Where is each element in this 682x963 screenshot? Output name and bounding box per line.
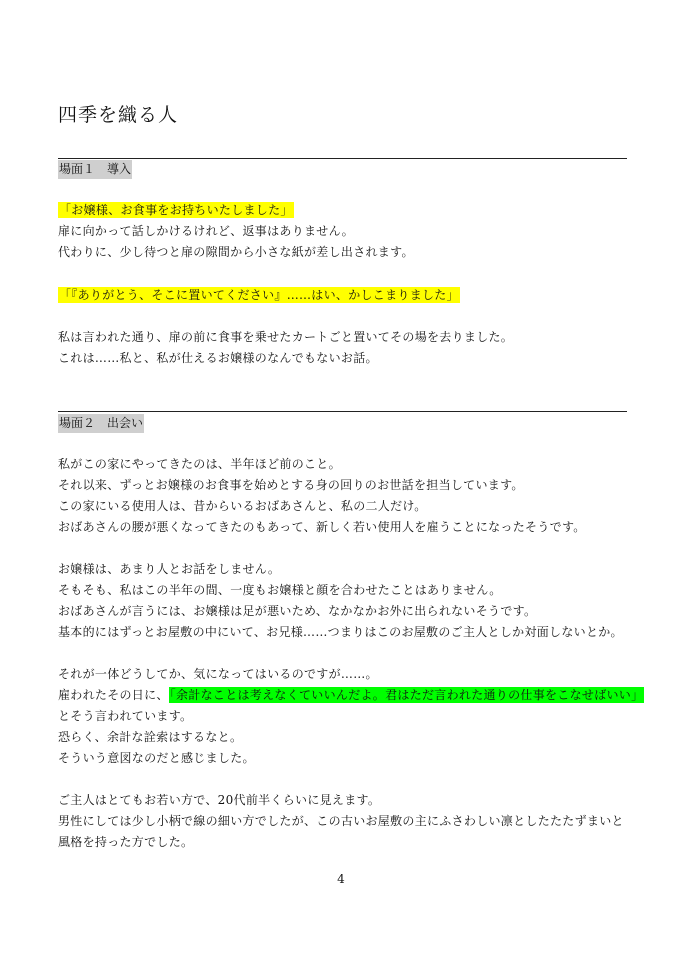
scene2-p4-line-1: ご主人はとてもお若い方で、20代前半くらいに見えます。 <box>58 793 381 807</box>
scene2-p2-line-3: おばあさんが言うには、お嬢様は足が悪いため、なかなかお外に出られないそうです。 <box>58 604 537 618</box>
scene2-p3-line-1: それが一体どうしてか、気になってはいるのですが……。 <box>58 667 378 681</box>
scene2-p2-line-2: そもそも、私はこの半年の間、一度もお嬢様と顔を合わせたことはありません。 <box>58 583 502 597</box>
page-number: 4 <box>337 872 345 886</box>
scene2-p4-line-2: 男性にしては少し小柄で線の細い方でしたが、この古いお屋敷の主にふさわしい凛としたたたずまいと <box>58 814 624 828</box>
scene1-line-3: 私は言われた通り、扉の前に食事を乗せたカートごと置いてその場を去りました。 <box>58 330 514 344</box>
scene2-p1-line-1: 私がこの家にやってきたのは、半年ほど前のこと。 <box>58 457 341 471</box>
scene1-line-4: これは……私と、私が仕えるお嬢様のなんでもないお話。 <box>58 351 378 365</box>
scene2-p3-line-4: 恐らく、余計な詮索はするなと。 <box>58 730 243 744</box>
section-rule-2 <box>58 411 627 412</box>
scene2-p3-line-2 <box>58 687 644 704</box>
scene2-p2-line-4: 基本的にはずっとお屋敷の中にいて、お兄様……つまりはこのお屋敷のご主人としか対面しないとか。 <box>58 625 623 639</box>
scene1-dialog-2-line <box>58 287 460 304</box>
scene2-heading: 場面２ 出会い <box>58 414 144 433</box>
scene1-heading: 場面１ 導入 <box>58 160 132 179</box>
highlighted-quote: 「余計なことは考えなくていいんだよ。君はただ言われた通りの仕事をこなせばいい」 <box>169 688 644 702</box>
highlighted-dialog: 「『ありがとう、そこに置いてください』……はい、かしこまりました」 <box>59 288 459 302</box>
scene1-line-1: 扉に向かって話しかけるけれど、返事はありません。 <box>58 224 354 238</box>
scene1-dialog-1-line <box>58 202 294 219</box>
scene2-p2-line-1: お嬢様は、あまり人とお話をしません。 <box>58 562 281 576</box>
scene1-line-2: 代わりに、少し待つと扉の隙間から小さな紙が差し出されます。 <box>58 245 414 259</box>
scene2-p1-line-2: それ以来、ずっとお嬢様のお食事を始めとする身の回りのお世話を担当しています。 <box>58 478 524 492</box>
scene2-p3-line-5: そういう意図なのだと感じました。 <box>58 751 255 765</box>
document-title: 四季を織る人 <box>58 104 179 126</box>
section-rule-1 <box>58 158 627 159</box>
scene2-p3-line-3: とそう言われています。 <box>58 709 193 723</box>
scene2-p4-line-3: 風格を持った方でした。 <box>58 835 194 849</box>
p3-prefix: 雇われたその日に、 <box>58 688 169 702</box>
highlighted-dialog: 「お嬢様、お食事をお持ちいたしました」 <box>59 203 293 217</box>
scene2-p1-line-3: この家にいる使用人は、昔からいるおばあさんと、私の二人だけ。 <box>58 499 427 513</box>
scene2-p1-line-4: おばあさんの腰が悪くなってきたのもあって、新しく若い使用人を雇うことになったそうです。 <box>58 520 586 534</box>
